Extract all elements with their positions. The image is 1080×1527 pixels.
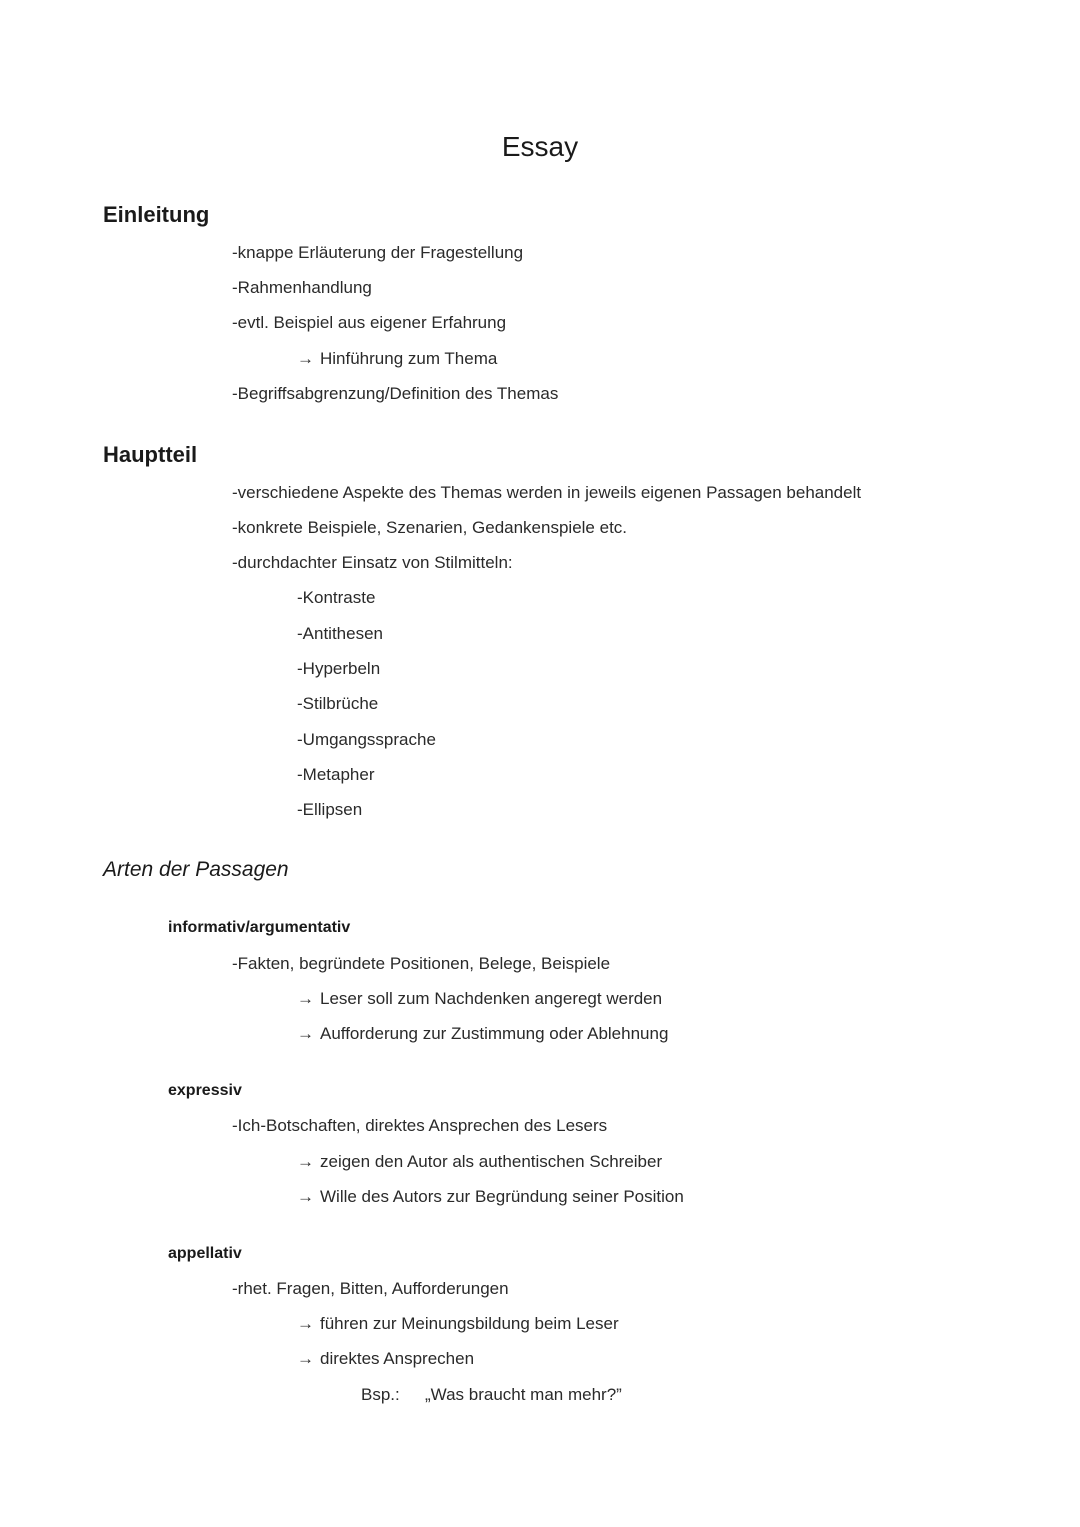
section-heading-einleitung: Einleitung: [103, 202, 210, 227]
subheading-informativ: informativ/argumentativ: [168, 919, 351, 936]
section-heading-hauptteil: Hauptteil: [103, 442, 198, 467]
arrow-icon: →: [297, 989, 314, 1008]
document-title: Essay: [501, 131, 579, 162]
appellativ-line: -rhet. Fragen, Bitten, Aufforderungen: [232, 1279, 509, 1298]
arrow-icon: →: [297, 349, 314, 368]
subheading-expressiv: expressiv: [168, 1082, 242, 1099]
einleitung-result-text: Hinführung zum Thema: [320, 349, 498, 368]
einleitung-item: -Rahmenhandlung: [232, 278, 372, 297]
hauptteil-item: -konkrete Beispiele, Szenarien, Gedankenspiele etc.: [232, 518, 628, 537]
expressiv-result: [297, 1150, 662, 1174]
expressiv-result: [297, 1185, 684, 1209]
expressiv-result-text: zeigen den Autor als authentischen Schreiber: [320, 1152, 663, 1171]
informativ-line: -Fakten, begründete Positionen, Belege, Beispiele: [232, 954, 611, 973]
arrow-icon: →: [297, 1187, 314, 1206]
hauptteil-item: -durchdachter Einsatz von Stilmitteln:: [232, 553, 513, 572]
example-quote: „Was braucht man mehr?”: [425, 1385, 622, 1404]
stilmittel-item: -Stilbrüche: [297, 694, 379, 713]
example-label: Bsp.:: [361, 1385, 400, 1404]
stilmittel-item: -Metapher: [297, 765, 375, 784]
appellativ-result-text: führen zur Meinungsbildung beim Leser: [320, 1314, 619, 1333]
stilmittel-item: -Hyperbeln: [297, 659, 381, 678]
einleitung-item: -evtl. Beispiel aus eigener Erfahrung: [232, 313, 507, 332]
subheading-appellativ: appellativ: [168, 1245, 242, 1262]
appellativ-result: [297, 1347, 474, 1371]
hauptteil-item: -verschiedene Aspekte des Themas werden in jeweils eigenen Passagen behandelt: [232, 483, 862, 502]
appellativ-result-text: direktes Ansprechen: [320, 1349, 475, 1368]
informativ-result-text: Aufforderung zur Zustimmung oder Ablehnung: [320, 1024, 669, 1043]
stilmittel-item: -Kontraste: [297, 588, 376, 607]
stilmittel-item: -Ellipsen: [297, 800, 363, 819]
stilmittel-item: -Antithesen: [297, 624, 383, 643]
arrow-icon: →: [297, 1314, 314, 1333]
arrow-icon: →: [297, 1152, 314, 1171]
einleitung-item: -Begriffsabgrenzung/Definition des Themas: [232, 384, 559, 403]
informativ-result: [297, 987, 662, 1011]
expressiv-line: -Ich-Botschaften, direktes Ansprechen des Lesers: [232, 1116, 608, 1135]
informativ-result-text: Leser soll zum Nachdenken angeregt werden: [320, 989, 663, 1008]
expressiv-result-text: Wille des Autors zur Begründung seiner Position: [320, 1187, 684, 1206]
einleitung-item: -knappe Erläuterung der Fragestellung: [232, 243, 524, 262]
arrow-icon: →: [297, 1349, 314, 1368]
stilmittel-item: -Umgangssprache: [297, 730, 436, 749]
arrow-icon: →: [297, 1024, 314, 1043]
einleitung-result: [297, 347, 497, 371]
appellativ-result: [297, 1312, 619, 1336]
section-heading-arten: Arten der Passagen: [103, 858, 289, 881]
informativ-result: [297, 1022, 668, 1046]
